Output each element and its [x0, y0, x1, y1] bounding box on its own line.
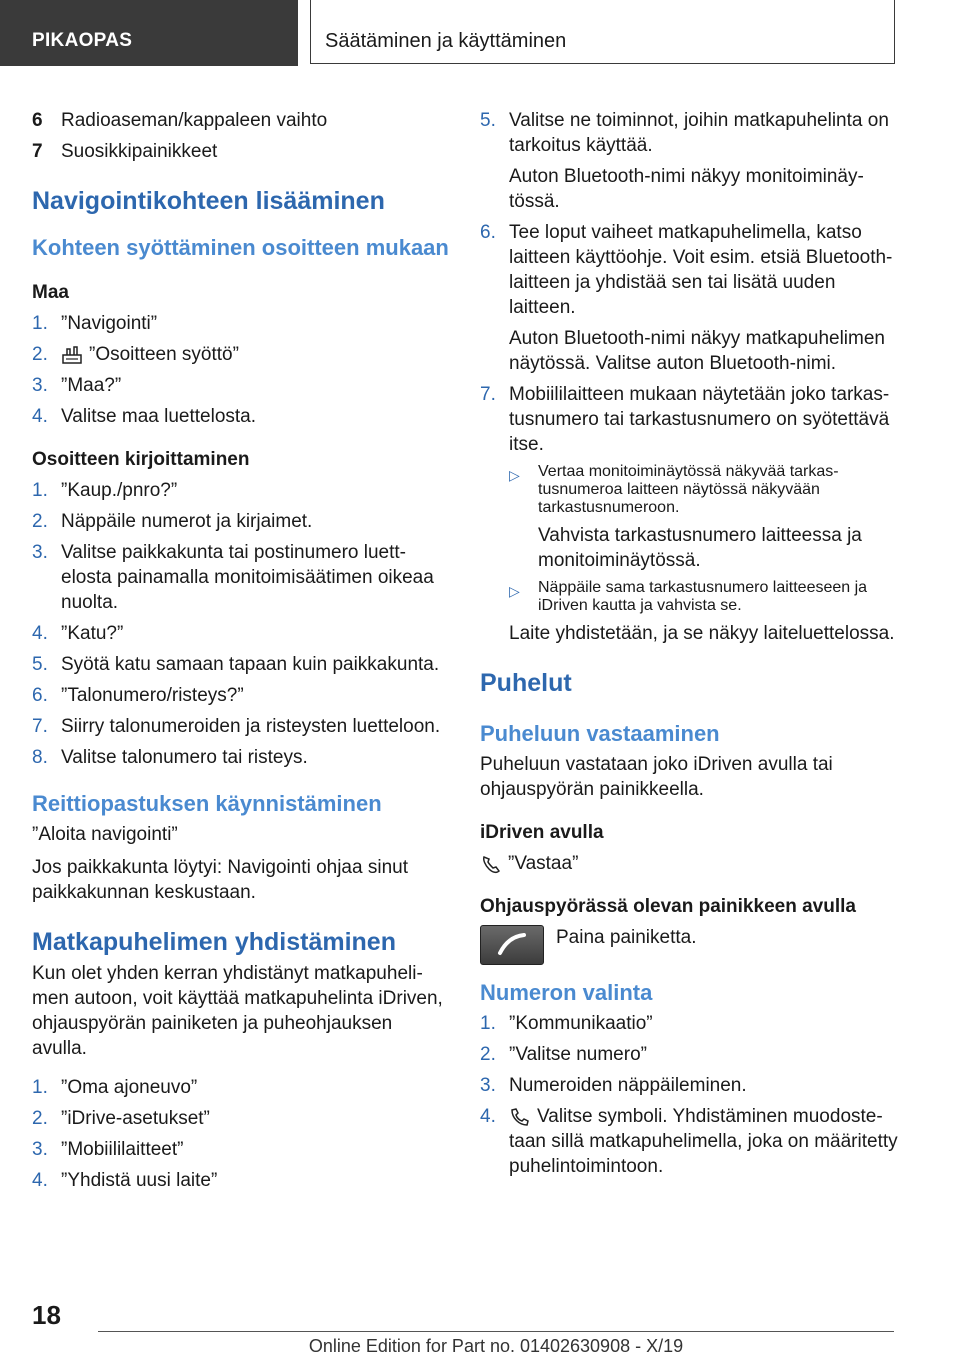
section-heading-phone: Matkapuhelimen yhdistäminen: [32, 928, 396, 956]
list-item: 4. ”Katu?”: [32, 623, 124, 644]
footer-divider: [98, 1331, 894, 1332]
page-number: 18: [32, 1300, 61, 1330]
list-item: 1. ”Kommunikaatio”: [480, 1013, 653, 1034]
chapter-title: Säätäminen ja käyttäminen: [310, 0, 895, 64]
list-item: 6. ”Talonumero/risteys?”: [32, 685, 244, 706]
phone-handset-icon: [480, 854, 502, 874]
subsection-heading-answer: Puheluun vastaaminen: [480, 721, 720, 746]
list-item: 8. Valitse talonumero tai risteys.: [32, 747, 308, 768]
list-item: 4. Valitse maa luettelosta.: [32, 406, 257, 427]
list-item: 3. Valitse paikkakunta tai postinumero luettelosta painamalla monitoimisäätimen oikeaa nuolta.: [32, 542, 434, 613]
list-item: 7. Siirry talonumeroiden ja risteysten luetteloon.: [32, 716, 441, 737]
list-item: 3. ”Mobiililaitteet”: [32, 1139, 184, 1160]
list-item: 1. ”Navigointi”: [32, 313, 158, 334]
list-item: 7 Suosikkipainikkeet: [32, 141, 218, 162]
page-header: [0, 0, 960, 66]
list-item: 3. Numeroiden näppäileminen.: [480, 1075, 747, 1096]
list-item: 2. ”Osoitteen syöttö”: [32, 344, 239, 365]
paragraph: Puheluun vastataan joko iDriven avulla tai ohjauspyörän painikkeella.: [480, 754, 833, 800]
section-heading-navigation: Navigointikohteen lisääminen: [32, 187, 385, 215]
wheel-button-row: Paina painiketta.: [480, 925, 900, 965]
list-item: 5. Valitse ne toiminnot, joihin matkapuhelinta on tarkoitus käyttää.: [480, 110, 889, 156]
triangle-bullet-icon: ▷: [509, 467, 520, 483]
right-column: [480, 108, 900, 1185]
heading-idrive: iDriven avulla: [480, 822, 604, 843]
phone-handset-icon: [492, 931, 532, 959]
subsection-heading-dial: Numeron valinta: [480, 980, 653, 1005]
paragraph: ”Aloita navigointi”: [32, 824, 178, 845]
list-item: 7. Mobiililaitteen mukaan näytetään joko tarkastusnumero tai tarkastusnumero on syötettävä itse.: [480, 384, 890, 455]
list-item: 6. Tee loput vaiheet matkapuhelimella, katso laitteen käyttöohje. Voit esim. etsiä Bluetooth-laitteen ja yhdistää sen tai lisätä uuden laitteen.: [480, 222, 893, 318]
left-column: [32, 108, 450, 1199]
list-item: 3. ”Maa?”: [32, 375, 122, 396]
list-item: 4. ”Yhdistä uusi laite”: [32, 1170, 218, 1191]
list-item: 6 Radioaseman/kappaleen vaihto: [32, 110, 328, 131]
steering-wheel-phone-button: [480, 925, 544, 965]
paragraph: Auton Bluetooth-nimi näkyy matkapuhelimen näytössä. Valitse auton Bluetooth-nimi.: [509, 328, 885, 374]
paragraph: Vahvista tarkastusnumero laitteessa ja monitoiminäytössä.: [538, 525, 862, 571]
bullet-item: ▷ Vertaa monitoiminäytössä näkyvää tarkastusnumeroa laitteen näytössä näkyvään tarkastusnumeroon.: [509, 463, 839, 516]
list-item: 4. Valitse symboli. Yhdistäminen muodostetaan sillä matkapuhelimella, joka on määritetty puhelintoimintoon.: [480, 1106, 898, 1177]
list-item: 1. ”Kaup./pnro?”: [32, 480, 178, 501]
footer-edition: Online Edition for Part no. 01402630908 - X/19: [308, 1336, 684, 1356]
list-item: 5. Syötä katu samaan tapaan kuin paikkakunta.: [32, 654, 440, 675]
list-item: 2. ”iDrive-asetukset”: [32, 1108, 210, 1129]
bullet-item: ▷ Näppäile sama tarkastusnumero laitteeseen ja iDriven kautta ja vahvista se.: [509, 579, 868, 614]
paragraph: Jos paikkakunta löytyi: Navigointi ohjaa sinut paikkakunnan keskustaan.: [32, 857, 408, 903]
paragraph: ”Vastaa”: [480, 851, 900, 876]
list-item: 1. ”Oma ajoneuvo”: [32, 1077, 198, 1098]
section-heading-calls: Puhelut: [480, 669, 572, 697]
paragraph: Laite yhdistetään, ja se näkyy laiteluettelossa.: [509, 623, 895, 644]
heading-country: Maa: [32, 282, 69, 303]
list-item: 2. Näppäile numerot ja kirjaimet.: [32, 511, 313, 532]
subsection-heading-guidance: Reittiopastuksen käynnistäminen: [32, 791, 382, 816]
heading-wheel-button: Ohjauspyörässä olevan painikkeen avulla: [480, 896, 856, 917]
address-entry-icon: [61, 345, 83, 365]
heading-write-address: Osoitteen kirjoittaminen: [32, 449, 250, 470]
list-item: 2. ”Valitse numero”: [480, 1044, 647, 1065]
paragraph: Kun olet yhden kerran yhdistänyt matkapuhelimen autoon, voit käyttää matkapuhelinta iDriven, ohjauspyörän painiketen ja puheohjauksen avulla.: [32, 963, 443, 1059]
section-tab: PIKAOPAS: [0, 0, 298, 66]
subsection-heading-address: Kohteen syöttäminen osoitteen mukaan: [32, 235, 449, 260]
triangle-bullet-icon: ▷: [509, 583, 520, 599]
phone-dial-icon: [509, 1107, 531, 1127]
paragraph: Auton Bluetooth-nimi näkyy monitoiminäytössä.: [509, 166, 864, 212]
